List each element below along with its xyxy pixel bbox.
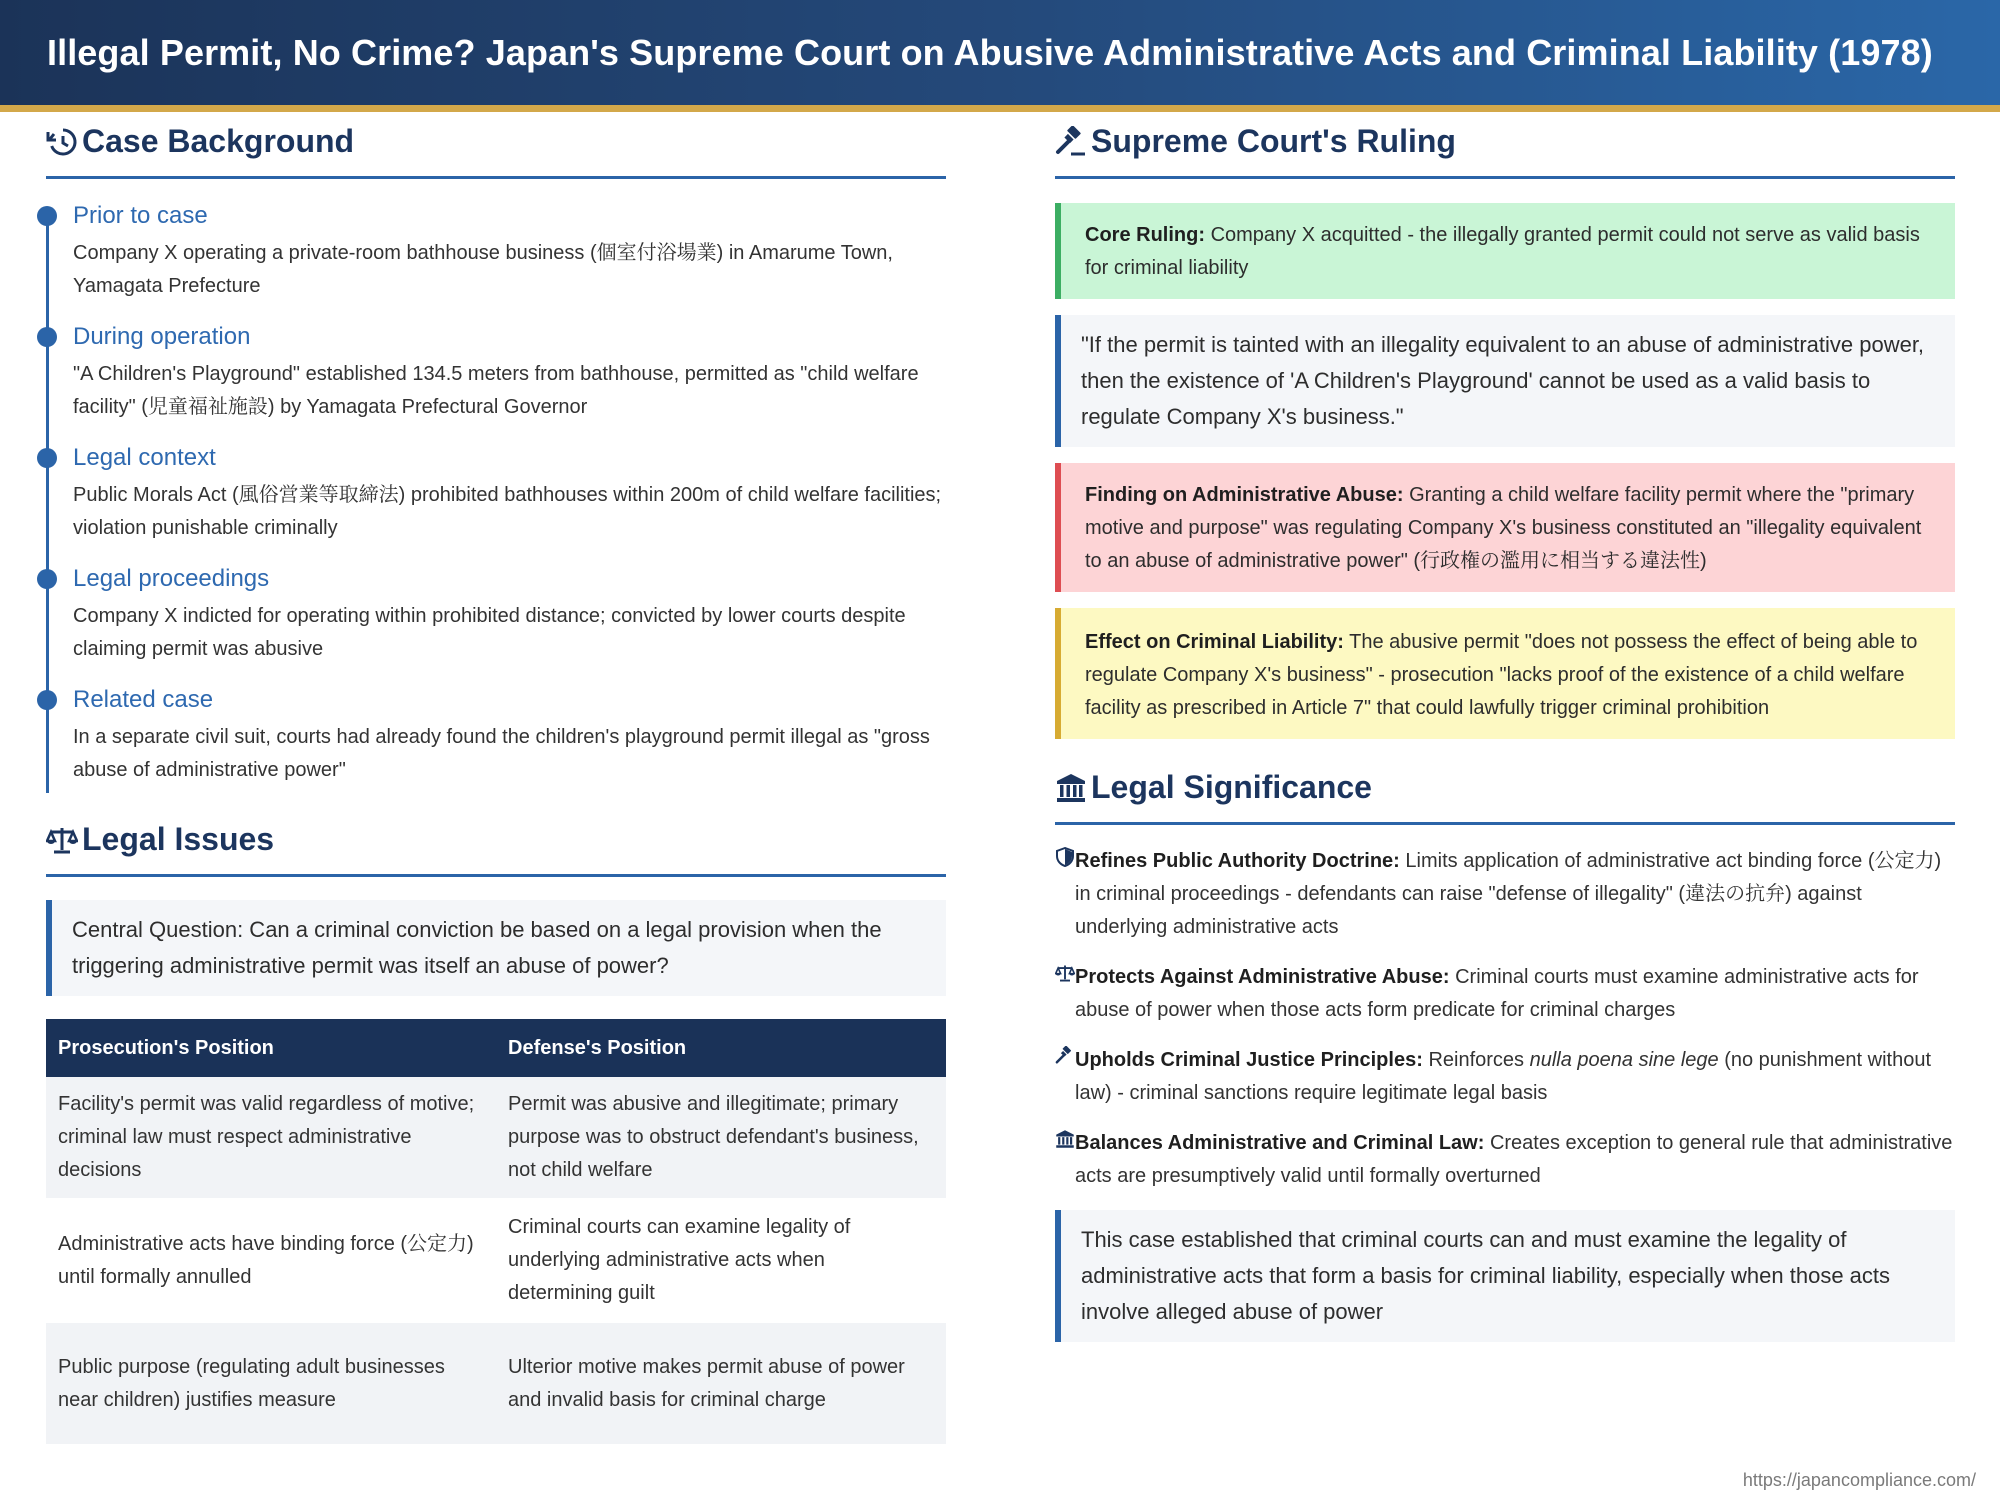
timeline-item — [73, 320, 946, 424]
significance-body — [1075, 961, 1955, 1027]
source-url[interactable]: https://japancompliance.com/ — [1742, 1470, 1976, 1490]
timeline-item — [73, 199, 946, 303]
timeline-item — [73, 683, 946, 787]
timeline-text: Company X operating a private-room bathhouse business (個室付浴場業) in Amarume Town, Yamagata Prefecture — [73, 242, 893, 297]
ruling-title: Supreme Court's Ruling — [1091, 123, 1456, 159]
significance-label: Protects Against Administrative Abuse: — [1075, 966, 1450, 988]
abuse-text: Granting a child welfare facility permit where the "primary motive and purpose" was regulating Company X's business constituted an "illegality equivalent to an abuse of administrative power" (行政権の濫用に相当する違法性) — [1085, 484, 1922, 572]
significance-item — [1055, 1127, 1955, 1193]
timeline-dot — [37, 569, 57, 589]
gavel-icon — [1055, 1046, 1075, 1066]
central-question: Central Question: Can a criminal conviction be based on a legal provision when the triggering administrative permit was itself an abuse of power? — [46, 900, 946, 996]
case-background-title: Case Background — [82, 123, 355, 159]
table-row — [46, 1077, 946, 1198]
core-ruling-text: Company X acquitted - the illegally granted permit could not serve as valid basis for criminal liability — [1085, 224, 1920, 279]
page-header — [0, 0, 2000, 112]
table-cell: Permit was abusive and illegitimate; primary purpose was to obstruct defendant's business, not child welfare — [496, 1077, 946, 1198]
case-background-heading — [46, 119, 946, 179]
core-ruling-label: Core Ruling: — [1085, 224, 1205, 246]
defense-header: Defense's Position — [496, 1019, 946, 1077]
table-row — [46, 1323, 946, 1444]
right-column — [1055, 119, 1955, 1342]
administrative-abuse-box — [1055, 463, 1955, 592]
significance-text: Criminal courts must examine administrative acts for abuse of power when those acts form predicate for criminal charges — [1075, 966, 1919, 1021]
significance-text: (no punishment without law) - criminal sanctions require legitimate legal basis — [1075, 1049, 1932, 1104]
timeline-dot — [37, 690, 57, 710]
timeline-dot — [37, 327, 57, 347]
institution-icon — [1055, 1129, 1075, 1149]
ruling-heading — [1055, 119, 1955, 179]
core-ruling-box — [1055, 203, 1955, 299]
table-cell: Criminal courts can examine legality of underlying administrative acts when determining guilt — [508, 1216, 851, 1304]
timeline-label: Legal proceedings — [73, 565, 270, 592]
scales-icon — [1055, 963, 1075, 983]
conclusion-box: This case established that criminal courts can and must examine the legality of administrative acts that form a basis for criminal liability, especially when those acts involve alleged abuse of power — [1055, 1210, 1955, 1342]
latin-maxim: nulla poena sine lege — [1529, 1049, 1719, 1071]
timeline-dot — [37, 448, 57, 468]
legal-issues-title: Legal Issues — [82, 821, 275, 857]
significance-text: Creates exception to general rule that administrative acts are presumptively valid until formally overturned — [1075, 1132, 1953, 1187]
significance-body — [1075, 1127, 1955, 1193]
timeline-dot — [37, 206, 57, 226]
criminal-liability-box — [1055, 608, 1955, 739]
ruling-quote: "If the permit is tainted with an illegality equivalent to an abuse of administrative power, then the existence of 'A Children's Playground' cannot be used as a valid basis to regulate Company X's business." — [1055, 315, 1955, 447]
effect-text: The abusive permit "does not possess the effect of being able to regulate Company X's business" - prosecution "lacks proof of the existence of a child welfare facility as prescribed in Article 7" that could lawfully trigger criminal prohibition — [1085, 631, 1918, 719]
timeline-item — [73, 562, 946, 666]
significance-item — [1055, 1044, 1955, 1110]
timeline-item — [73, 441, 946, 545]
significance-item — [1055, 845, 1955, 944]
significance-title: Legal Significance — [1091, 769, 1372, 805]
timeline-text: In a separate civil suit, courts had already found the children's playground permit illegal as "gross abuse of administrative power" — [73, 726, 930, 781]
timeline-label: During operation — [73, 323, 251, 350]
significance-label: Balances Administrative and Criminal Law: — [1075, 1132, 1485, 1154]
table-cell: Facility's permit was valid regardless of motive; criminal law must respect administrative decisions — [46, 1077, 496, 1198]
page-title: Illegal Permit, No Crime? Japan's Supreme Court on Abusive Administrative Acts and Criminal Liability (1978) — [47, 31, 1933, 73]
table-cell: Ulterior motive makes permit abuse of power and invalid basis for criminal charge — [496, 1323, 946, 1444]
significance-body — [1075, 845, 1955, 944]
significance-heading — [1055, 765, 1955, 825]
institution-icon — [1055, 772, 1087, 804]
history-icon — [46, 126, 78, 158]
shield-icon — [1055, 847, 1075, 867]
table-cell: Public purpose (regulating adult businesses near children) justifies measure — [46, 1323, 496, 1444]
effect-label: Effect on Criminal Liability: — [1085, 631, 1344, 653]
case-timeline — [46, 199, 946, 787]
timeline-text: Public Morals Act (風俗営業等取締法) prohibited bathhouses within 200m of child welfare facilities; violation punishable criminally — [73, 484, 942, 539]
significance-item — [1055, 961, 1955, 1027]
legal-issues-heading — [46, 817, 946, 877]
significance-text: Limits application of administrative act binding force (公定力) in criminal proceedings - defendants can raise "defense of illegality" (違法の抗弁) against underlying administrative acts — [1075, 850, 1942, 938]
gavel-icon — [1055, 126, 1087, 158]
positions-table — [46, 1019, 946, 1444]
timeline-label: Related case — [73, 686, 214, 713]
table-header-row — [46, 1019, 946, 1077]
significance-label: Refines Public Authority Doctrine: — [1075, 850, 1400, 872]
significance-text: Reinforces — [1428, 1049, 1525, 1071]
prosecution-header: Prosecution's Position — [46, 1019, 496, 1077]
timeline-label: Prior to case — [73, 202, 208, 229]
table-cell: Administrative acts have binding force (公定力) until formally annulled — [58, 1232, 474, 1288]
significance-label: Upholds Criminal Justice Principles: — [1075, 1049, 1423, 1071]
significance-body — [1075, 1044, 1955, 1110]
timeline-text: "A Children's Playground" established 134.5 meters from bathhouse, permitted as "child welfare facility" (児童福祉施設) by Yamagata Prefectural Governor — [73, 363, 919, 418]
table-row — [46, 1198, 946, 1323]
significance-list — [1055, 845, 1955, 1193]
timeline-text: Company X indicted for operating within prohibited distance; convicted by lower courts despite claiming permit was abusive — [73, 605, 906, 660]
abuse-label: Finding on Administrative Abuse: — [1085, 484, 1404, 506]
scales-icon — [46, 824, 78, 856]
left-column — [46, 119, 946, 1444]
timeline-label: Legal context — [73, 444, 216, 471]
